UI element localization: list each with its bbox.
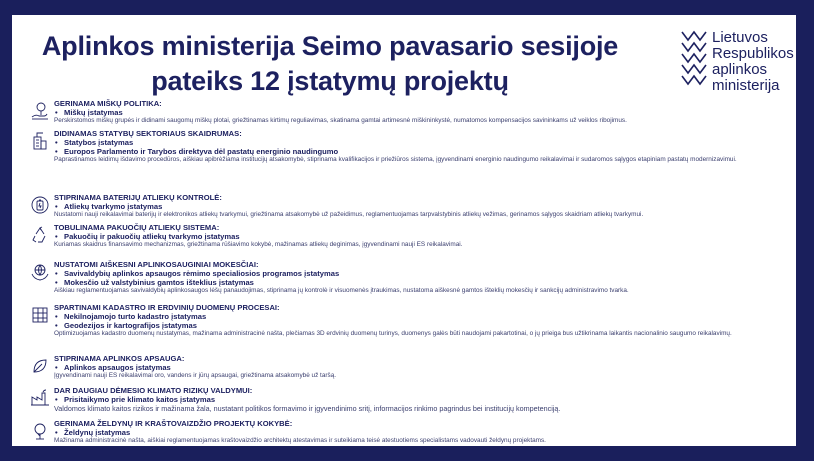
logo-line-2: Respublikos	[712, 45, 794, 62]
logo-line-4: ministerija	[712, 77, 780, 94]
section-title: NUSTATOMI AIŠKESNI APLINKOSAUGINIAI MOKESČIAI:	[54, 260, 259, 269]
law-item: • Aplinkos apsaugos įstatymas	[54, 363, 784, 372]
section-body	[54, 193, 784, 219]
law-item: • Želdynų įstatymas	[54, 428, 784, 437]
section-description: Įgyvendinami nauji ES reikalavimai oro, vandens ir jūrų apsaugai, griežtinama atsakomybė už taršą.	[54, 372, 337, 379]
title-line-2: pateiks 12 įstatymų projektų	[151, 66, 509, 96]
ministry-logo	[680, 28, 794, 104]
logo-line-1: Lietuvos	[712, 29, 768, 46]
section-description: Perskirstomos miškų grupės ir didinami saugomų miškų plotai, griežtinamas kirtimų reguliavimas, skatinama gamtai artimesnė miškininkystė, numatomos kompensacijos savininkams už veiklos ribojimus.	[54, 117, 627, 124]
section-title: TOBULINAMA PAKUOČIŲ ATLIEKŲ SISTEMA:	[54, 223, 220, 232]
leaf-icon	[30, 356, 50, 376]
section-description: Aiškiau reglamentuojamas savivaldybių aplinkosaugos lėšų panaudojimas, stiprinama jų kontrolė ir visuomenės įtraukimas, nustatoma aiškesnė gamtos išteklių mokesčių ir sankcijų administravimo tvarka.	[54, 287, 629, 294]
tree-icon	[30, 421, 50, 441]
recycle-icon	[30, 225, 50, 245]
globe-hands-icon	[30, 262, 50, 282]
law-item: • Miškų įstatymas	[54, 108, 784, 117]
section-description: Mažinama administracinė našta, aiškiai reglamentuojamas kraštovaizdžio architektų atestavimas ir suteikiama teisė atestuotiems specialistams vadovauti želdynų projektams.	[54, 437, 546, 444]
law-item: • Nekilnojamojo turto kadastro įstatymas	[54, 312, 784, 321]
section-title: DIDINAMAS STATYBŲ SEKTORIAUS SKAIDRUMAS:	[54, 129, 242, 138]
ministry-emblem-icon	[680, 28, 708, 90]
section-title: STIPRINAMA BATERIJŲ ATLIEKŲ KONTROLĖ:	[54, 193, 222, 202]
law-item: • Mokesčio už valstybinius gamtos išteklius įstatymas	[54, 278, 784, 287]
law-item: • Atliekų tvarkymo įstatymas	[54, 202, 784, 211]
section-title: GERINAMA MIŠKŲ POLITIKA:	[54, 99, 162, 108]
section-body	[54, 386, 784, 413]
factory-icon	[30, 388, 50, 408]
section-body	[54, 129, 784, 164]
section-body	[54, 354, 784, 380]
title-line-1: Aplinkos ministerija Seimo pavasario sesijoje	[41, 31, 619, 61]
logo-text	[712, 30, 794, 94]
law-item: • Savivaldybių aplinkos apsaugos rėmimo specialiosios programos įstatymas	[54, 269, 784, 278]
tree-hand-icon	[30, 101, 50, 121]
section-body	[54, 223, 784, 249]
section-description: Valdomos klimato kaitos rizikos ir mažinama žala, nustatant politikos formavimo ir įgyvendinimo sritį, informacijos rinkimo pagrindus bei institucijų kompetenciją.	[54, 404, 561, 413]
map-grid-icon	[30, 305, 50, 325]
law-item: • Prisitaikymo prie klimato kaitos įstatymas	[54, 395, 784, 404]
law-item: • Europos Parlamento ir Tarybos direktyva dėl pastatų energinio naudingumo	[54, 147, 784, 156]
page-title	[12, 29, 648, 99]
battery-icon	[30, 195, 50, 215]
logo-line-3: aplinkos	[712, 61, 768, 78]
law-item: • Statybos įstatymas	[54, 138, 784, 147]
section-body	[54, 99, 784, 125]
section-description: Optimizuojamas kadastro duomenų nustatymas, mažinama administracinė našta, plečiamas 3D erdvinių duomenų turinys, duomenys galės būti naudojami pakartotinai, o jų prieiga bus užtikrinama laikantis nacionalinio saugumo reikalavimų.	[54, 330, 732, 337]
infographic-card	[12, 15, 796, 446]
section-body	[54, 419, 784, 445]
section-body	[54, 303, 784, 338]
section-title: GERINAMA ŽELDYNŲ IR KRAŠTOVAIZDŽIO PROJEKTŲ KOKYBĖ:	[54, 419, 293, 428]
section-title: DAR DAUGIAU DĖMESIO KLIMATO RIZIKŲ VALDYMUI:	[54, 386, 253, 395]
law-item: • Geodezijos ir kartografijos įstatymas	[54, 321, 784, 330]
law-item: • Pakuočių ir pakuočių atliekų tvarkymo įstatymas	[54, 232, 784, 241]
building-icon	[30, 131, 50, 151]
section-description: Kuriamas skaidrus finansavimo mechanizmas, griežtinama rūšiavimo kokybė, mažinamas atliekų deginimas, įgyvendinami nauji ES reikalavimai.	[54, 241, 463, 248]
section-title: STIPRINAMA APLINKOS APSAUGA:	[54, 354, 185, 363]
section-body	[54, 260, 784, 295]
section-title: SPARTINAMI KADASTRO IR ERDVINIŲ DUOMENŲ PROCESAI:	[54, 303, 280, 312]
section-description: Nustatomi nauji reikalavimai baterijų ir elektronikos atliekų tvarkymui, griežtinama atsakomybė už pažeidimus, reglamentuojamas tarpvalstybinis atliekų vežimas, gerinamos sąlygos skaidriam atliekų tvarkymui.	[54, 211, 644, 218]
section-description: Paprastinamos leidimų išdavimo procedūros, aiškiau apibrėžiama institucijų atsakomybė, stiprinama kvalifikacijos ir priežiūros sistema, įgyvendinami energinio naudingumo reikalavimai ir sudaromos sąlygos etapiniam pastatų modernizavimui.	[54, 156, 737, 163]
